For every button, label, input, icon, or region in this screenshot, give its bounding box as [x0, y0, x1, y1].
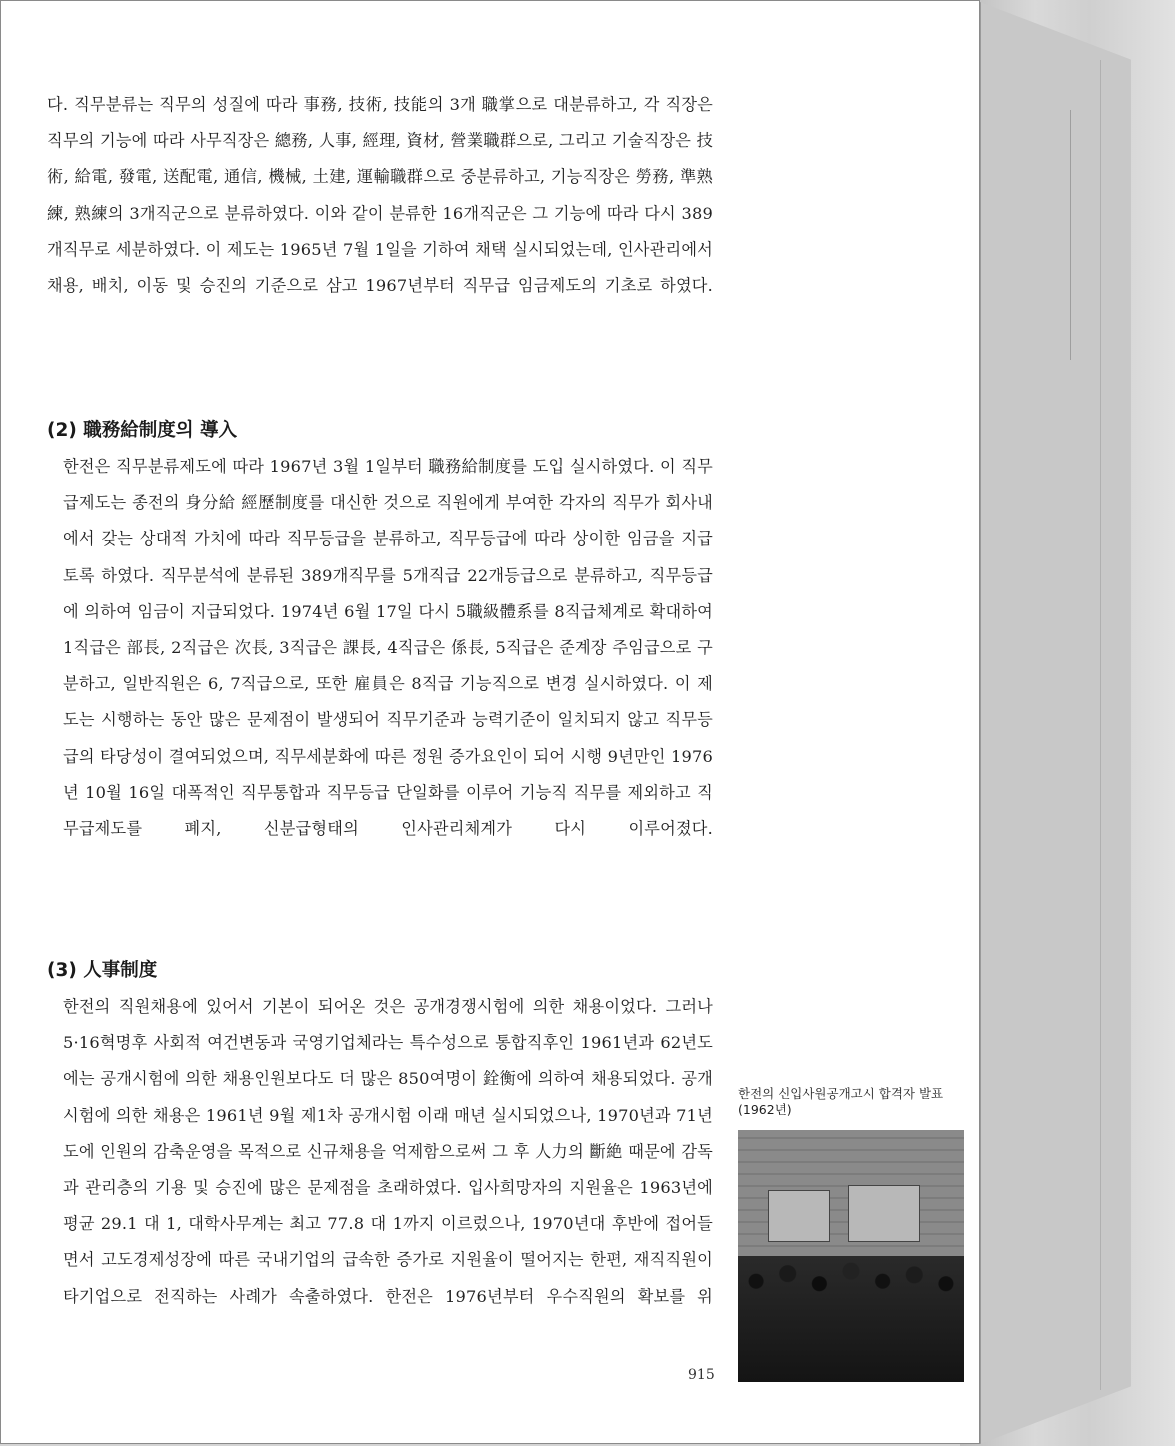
caption-year: (1962년)	[738, 1102, 792, 1117]
section-heading: (2) 職務給制度의 導入	[47, 420, 238, 441]
photo-figure	[738, 1086, 968, 1382]
photo-notice-board	[768, 1190, 830, 1242]
photo-crowd	[738, 1256, 964, 1382]
stack-line	[1100, 60, 1101, 1390]
section-heading: (3) 人事制度	[47, 960, 158, 981]
page-number: 915	[688, 1367, 715, 1383]
stack-line	[1070, 110, 1071, 360]
section-job-pay-system	[47, 449, 713, 847]
photo-notice-board	[848, 1185, 920, 1242]
paragraph: 다. 직무분류는 직무의 성질에 따라 事務, 技術, 技能의 3개 職掌으로 대분류하고, 각 직장은 직무의 기능에 따라 사무직장은 總務, 人事, 經理, 資材, 營業職群으로, 그리고 기술직장은 技術, 給電, 發電, 送配電, 通信, 機械, 土建, 運輸職群으로 중분류하고, 기능직장은 勞務, 準熟練, 熟練의 3개직군으로 분류하였다. 이와 같이 분류한 16개직군은 그 기능에 따라 다시 389개직무로 세분하였다. 이 제도는 1965년 7월 1일을 기하여 채택 실시되었는데, 인사관리에서 채용, 배치, 이동 및 승진의 기준으로 삼고 1967년부터 직무급 임금제도의 기초로 하였다.	[47, 95, 713, 296]
section-personnel-system	[47, 989, 713, 1315]
crowd-photo	[738, 1130, 964, 1382]
section-job-classification	[47, 87, 713, 304]
figure-caption	[738, 1086, 968, 1118]
paragraph: 한전의 직원채용에 있어서 기본이 되어온 것은 공개경쟁시험에 의한 채용이었다. 그러나 5·16혁명후 사회적 여건변동과 국영기업체라는 특수성으로 통합직후인 1961년과 62년도에는 공개시험에 의한 채용인원보다도 더 많은 850여명이 銓衡에 의하여 채용되었다. 공개시험에 의한 채용은 1961년 9월 제1차 공개시험 이래 매년 실시되었으나, 1970년과 71년도에 인원의 감축운영을 목적으로 신규채용을 억제함으로써 그 후 人力의 斷絶 때문에 감독과 관리층의 기용 및 승진에 많은 문제점을 초래하였다. 입사희망자의 지원율은 1963년에 평균 29.1 대 1, 대학사무계는 최고 77.8 대 1까지 이르렀으나, 1970년대 후반에 접어들면서 고도경제성장에 따른 국내기업의 급속한 증가로 지원율이 떨어지는 한편, 재직직원이 타기업으로 전직하는 사례가 속출하였다. 한전은 1976년부터 우수직원의 확보를 위	[63, 997, 713, 1306]
paragraph: 한전은 직무분류제도에 따라 1967년 3월 1일부터 職務給制度를 도입 실시하였다. 이 직무급제도는 종전의 身分給 經歷制度를 대신한 것으로 직원에게 부여한 각자의 직무가 회사내에서 갖는 상대적 가치에 따라 직무등급을 분류하고, 직무등급에 따라 상이한 임금을 지급토록 하였다. 직무분석에 분류된 389개직무를 5개직급 22개등급으로 분류하고, 직무등급에 의하여 임금이 지급되었다. 1974년 6월 17일 다시 5職級體系를 8직급체계로 확대하여 1직급은 部長, 2직급은 次長, 3직급은 課長, 4직급은 係長, 5직급은 준계장 주임급으로 구분하고, 일반직원은 6, 7직급으로, 또한 雇員은 8직급 기능직으로 변경 실시하였다. 이 제도는 시행하는 동안 많은 문제점이 발생되어 직무기준과 능력기준이 일치되지 않고 직무등급의 타당성이 결여되었으며, 직무세분화에 따른 정원 증가요인이 되어 시행 9년만인 1976년 10월 16일 대폭적인 직무통합과 직무등급 단일화를 이루어 기능직 직무를 제외하고 직무급제도를 폐지, 신분급형태의 인사관리체계가 다시 이루어졌다.	[63, 457, 713, 839]
book-side	[980, 2, 1131, 1444]
caption-title: 한전의 신입사원공개고시 합격자 발표	[738, 1086, 944, 1101]
